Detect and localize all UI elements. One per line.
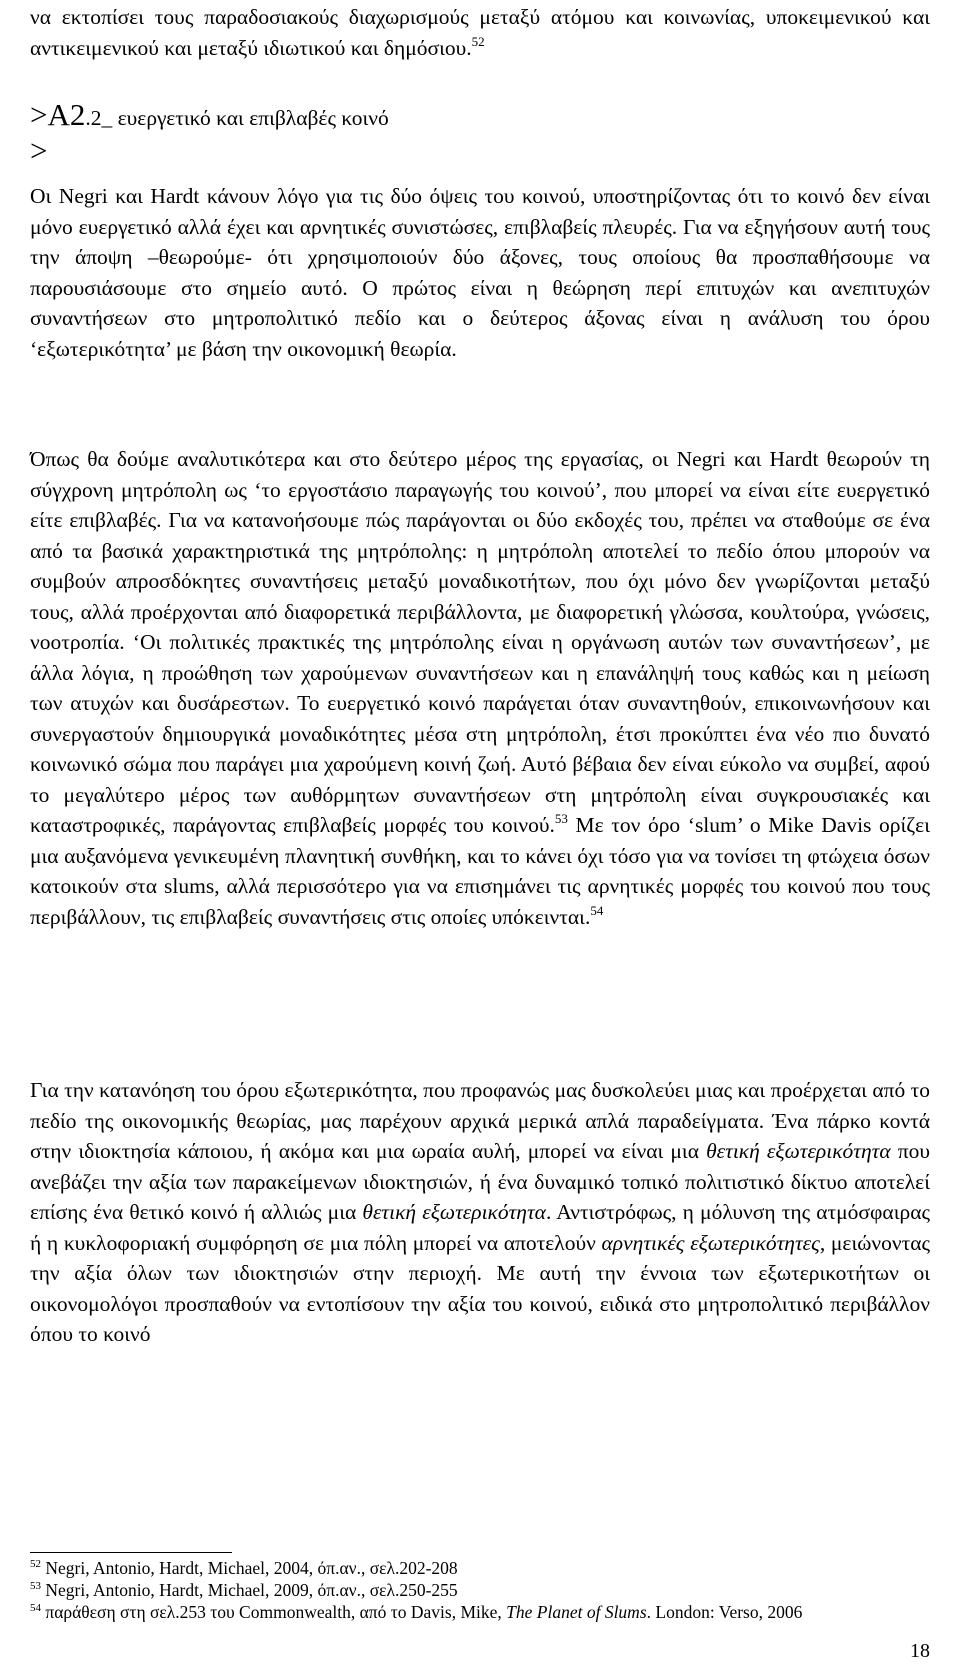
heading-marker: >: [30, 132, 48, 168]
paragraph-3-text-1: Για την κατανόηση του όρου εξωτερικότητα, που προφανώς μας δυσκολεύει μιας και προέρχεται από το πεδίο της οικονομικής θεωρίας, μας παρέχουν αρχικά μερικά απλά παραδείγματα. Ένα πάρκο κοντά στην ιδιοκτησία κάποιου, ή ακόμα και μια ωραία αυλή, μπορεί να είναι μια: [30, 1078, 930, 1163]
footnote-ref-54[interactable]: 54: [590, 902, 604, 918]
paragraph-3: [30, 1075, 930, 1350]
book-title: The Planet of Slums: [506, 1602, 647, 1622]
footnote-text: παράθεση στη σελ.253 του Commonwealth, από το Davis, Mike,: [45, 1602, 507, 1622]
footnote-54: [30, 1601, 930, 1623]
paragraph-3-text-3: . Αντιστρόφως, η μόλυνση της ατμόσφαιρας ή η κυκλοφοριακή συμφόρηση σε μια πόλη μπορεί να αποτελούν: [30, 1200, 930, 1255]
footnote-number: 52: [30, 1558, 41, 1570]
heading-title: [30, 97, 930, 134]
page-number: 18: [910, 1640, 930, 1662]
footnote-text: Negri, Antonio, Hardt, Michael, 2009, όπ.αν., σελ.250-255: [45, 1580, 458, 1600]
positive-externality-term-2: θετική εξωτερικότητα: [362, 1200, 546, 1224]
heading-prefix: >Α2: [30, 97, 86, 132]
paragraph-1: Οι Negri και Hardt κάνουν λόγο για τις δύο όψεις του κοινού, υποστηρίζοντας ότι το κοινό δεν είναι μόνο ευεργετικό αλλά έχει και αρνητικές συνιστώσες, επιβλαβείς πλευρές. Για να εξηγήσουν αυτή τους την άποψη –θεωρούμε- ότι χρησιμοποιούν δύο άξονες, τους οποίους θα προσπαθήσουμε να παρουσιάσουμε στο σημείο αυτό. Ο πρώτος είναι η θεώρηση περί επιτυχών και ανεπιτυχών συναντήσεων στο μητροπολιτικό πεδίο και ο δεύτερος άξονας είναι η ανάλυση του όρου ‘εξωτερικότητα’ με βάση την οικονομική θεωρία.: [30, 184, 930, 361]
paragraph-top-text: να εκτοπίσει τους παραδοσιακούς διαχωρισμούς μεταξύ ατόμου και κοινωνίας, υποκειμενικού και αντικειμενικού και μεταξύ ιδιωτικού και δημόσιου.: [30, 5, 930, 60]
footnote-number: 54: [30, 1602, 41, 1614]
footnote-52: [30, 1557, 930, 1579]
positive-externality-term-1: θετική εξωτερικότητα: [706, 1139, 891, 1163]
paragraph-top: [30, 2, 930, 63]
footnote-number: 53: [30, 1580, 41, 1592]
footnote-ref-53[interactable]: 53: [554, 811, 568, 826]
negative-externalities-term: αρνητικές εξωτερικότητες: [601, 1230, 820, 1255]
paragraph-2: [30, 444, 930, 932]
paragraph-3-text-4: , μειώνοντας την αξία όλων των ιδιοκτησιών στην περιοχή. Με αυτή την έννοια των εξωτερικοτήτων οι οικονομολόγοι προσπαθούν να εντοπίσουν την αξία του κοινού, ειδικά στο μητροπολιτικό περιβάλλον όπου το κοινό: [30, 1230, 930, 1346]
paragraph-2-part-2: Με τον όρο ‘slum’ ο Mike Davis ορίζει μια αυξανόμενα γενικευμένη πλανητική συνθήκη, και το κάνει όχι τόσο για να τονίσει τη φτώχεια όσων κατοικούν στα slums, αλλά περισσότερο για να επισημάνει τις αρνητικές μορφές του κοινού που τους περιβάλλουν, τις επιβλαβείς συναντήσεις στις οποίες υπόκεινται.: [30, 813, 930, 929]
footnote-separator: [30, 1552, 232, 1553]
footnote-ref-52[interactable]: 52: [471, 33, 485, 49]
section-heading: [30, 97, 930, 168]
heading-rest: .2_ ευεργετικό και επιβλαβές κοινό: [85, 106, 389, 130]
footnotes: [30, 1557, 930, 1623]
paragraph-3-text-2: που ανεβάζει την αξία των παρακείμενων ιδιοκτησιών, ή ένα δυναμικό τοπικό πολιτιστικό δίκτυο αποτελεί επίσης ένα θετικό κοινό ή αλλιώς μια: [30, 1139, 931, 1224]
footnote-text-end: . London: Verso, 2006: [646, 1602, 803, 1622]
footnote-text: Negri, Antonio, Hardt, Michael, 2004, όπ.αν., σελ.202-208: [45, 1558, 458, 1578]
footnote-53: [30, 1579, 930, 1601]
paragraph-2-part-1: Όπως θα δούμε αναλυτικότερα και στο δεύτερο μέρος της εργασίας, οι Negri και Hardt θεωρούν τη σύγχρονη μητρόπολη ως ‘το εργοστάσιο παραγωγής του κοινού’, που μπορεί να είναι είτε ευεργετικό είτε επιβλαβές. Για να κατανοήσουμε πώς παράγονται οι δύο εκδοχές του, πρέπει να σταθούμε σε ένα από τα βασικά χαρακτηριστικά της μητρόπολης: η μητρόπολη αποτελεί το πεδίο όπου μπορούν να συμβούν απροσδόκητες συναντήσεις μεταξύ μοναδικοτήτων, που όχι μόνο δεν γνωρίζονται μεταξύ τους, αλλά προέρχονται από διαφορετικά περιβάλλοντα, με διαφορετική γλώσσα, κουλτούρα, γνώσεις, νοοτροπία. ‘Οι πολιτικές πρακτικές της μητρόπολης είναι η οργάνωση αυτών των συναντήσεων’, με άλλα λόγια, η προώθηση των χαρούμενων συναντήσεων και η επανάληψή τους καθώς και η μείωση των ατυχών και δυσάρεστων. Το ευεργετικό κοινό παράγεται όταν συναντηθούν, επικοινωνήσουν και συνεργαστούν δημιουργικά μοναδικότητες μέσα στη μητρόπολη, έτσι προκύπτει ένα νέο πιο δυνατό κοινωνικό σώμα που παράγει μια χαρούμενη κοινή ζωή. Αυτό βέβαια δεν είναι εύκολο να συμβεί, αφού το μεγαλύτερο μέρος των αυθόρμητων συναντήσεων στη μητρόπολη είναι συγκρουσιακές και καταστροφικές, παράγοντας επιβλαβείς μορφές του κοινού.: [30, 447, 930, 837]
